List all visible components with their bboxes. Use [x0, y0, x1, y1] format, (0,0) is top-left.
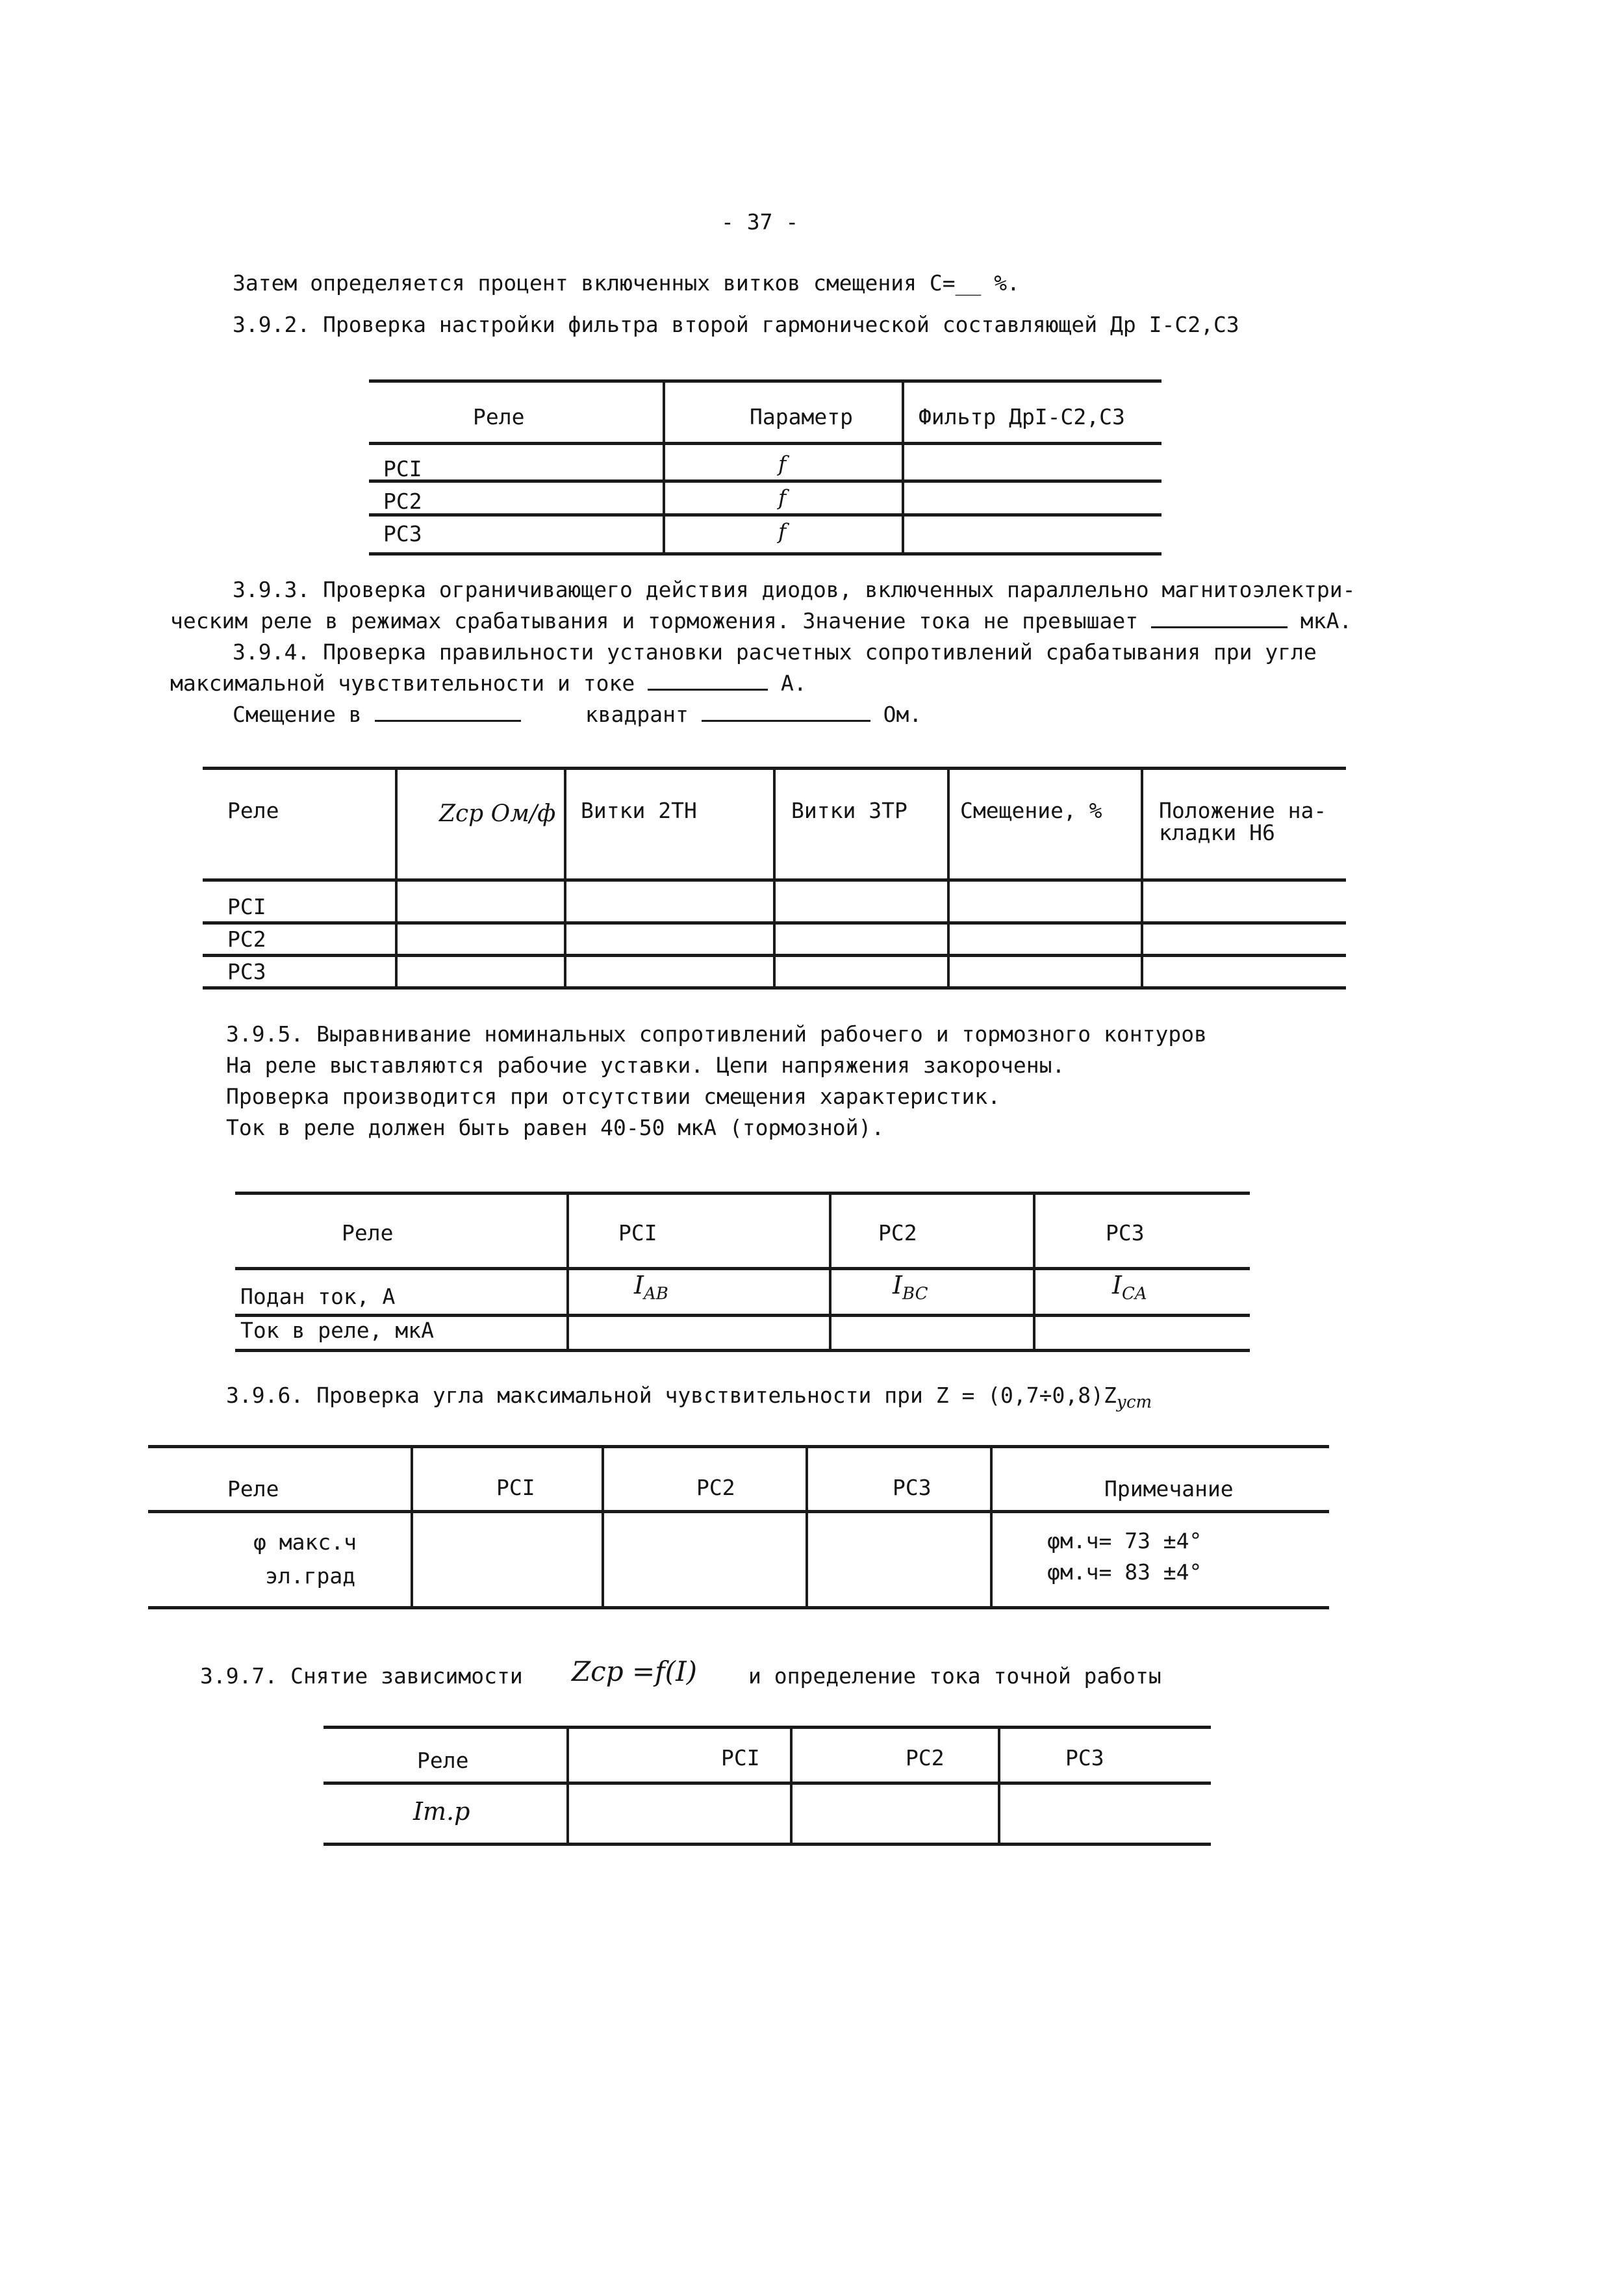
- accuracy-table-header-relay: Реле: [417, 1748, 469, 1773]
- angle-table-header-pc1: PCI: [496, 1475, 535, 1500]
- balancing-table-header-pc1: PCI: [618, 1220, 657, 1246]
- accuracy-current-label: Iт.р: [413, 1797, 470, 1826]
- balancing-table-row-relay-current: Ток в реле, мкА: [240, 1318, 435, 1343]
- offset-blank: [375, 700, 521, 722]
- section-3-9-3-text: ческим реле в режимах срабатывания и торможения. Значение тока не превышает: [170, 608, 1139, 633]
- unit-ohm: Ом.: [883, 702, 922, 727]
- unit-a: А.: [781, 671, 807, 696]
- resistance-table-row-relay: PC2: [227, 926, 266, 952]
- resistance-table-row-relay: PC3: [227, 959, 266, 984]
- angle-table-header-pc3: PC3: [893, 1475, 932, 1500]
- resistance-table-header-relay: Реле: [227, 798, 279, 823]
- section-3-9-7-heading: 3.9.7. Снятие зависимости: [200, 1663, 523, 1689]
- section-3-9-4-text: максимальной чувствительности и токе: [170, 671, 635, 696]
- current-blank: [1151, 607, 1288, 628]
- resistance-table-row-relay: PCI: [227, 894, 266, 919]
- section-3-9-5-line3: Проверка производится при отсутствии смещения характеристик.: [226, 1084, 1001, 1109]
- angle-table-row-unit: эл.град: [265, 1563, 356, 1589]
- resistance-table-header-turns-2tn: Витки 2ТН: [581, 798, 697, 823]
- balancing-table-header-pc3: PC3: [1106, 1220, 1145, 1246]
- filter-table-header-param: Параметр: [750, 404, 853, 429]
- filter-table-row-param: f: [778, 451, 787, 476]
- angle-table-header-note: Примечание: [1104, 1476, 1234, 1501]
- section-3-9-4-line2: [170, 668, 807, 699]
- current-blank: [648, 669, 768, 691]
- resistance-table-header-zsr: Zср Ом/ф: [439, 800, 556, 827]
- filter-table-row-relay: PC2: [383, 489, 422, 514]
- section-3-9-3-line2: [170, 606, 1352, 637]
- page-number: - 37 -: [721, 209, 799, 235]
- balancing-table-row-supplied-current: Подан ток, А: [240, 1284, 396, 1309]
- angle-table-header-pc2: PC2: [696, 1475, 735, 1500]
- resistance-table-header-offset: Смещение, %: [960, 798, 1102, 823]
- filter-table-row-relay: PCI: [383, 456, 422, 481]
- balancing-table-header-relay: Реле: [342, 1220, 394, 1246]
- current-iab: $I_{AB}$: [634, 1271, 668, 1304]
- intro-text: Затем определяется процент включенных витков смещения C=__ %.: [233, 270, 1020, 296]
- section-3-9-5-line2: На реле выставляются рабочие уставки. Цепи напряжения закорочены.: [226, 1053, 1065, 1078]
- filter-table-row-relay: PC3: [383, 521, 422, 546]
- offset-label: Смещение в: [233, 702, 362, 727]
- section-3-9-4-line3: [233, 699, 922, 730]
- filter-table-header-filter: Фильтр ДрI-С2,С3: [919, 404, 1125, 429]
- current-ica: $I_{CA}$: [1112, 1271, 1147, 1304]
- section-3-9-5-line4: Ток в реле должен быть равен 40-50 мкА (тормозной).: [226, 1115, 885, 1140]
- angle-note-83: φм.ч= 83 ±4°: [1047, 1559, 1202, 1585]
- angle-table-header-relay: Реле: [227, 1476, 279, 1501]
- current-ibc: $I_{BC}$: [893, 1271, 928, 1304]
- section-3-9-4-line1: 3.9.4. Проверка правильности установки расчетных сопротивлений срабатывания при угле: [233, 639, 1317, 665]
- balancing-table-header-pc2: PC2: [878, 1220, 917, 1246]
- resistance-table-header-position: Положение на-: [1159, 798, 1327, 823]
- angle-note-73: φм.ч= 73 ±4°: [1047, 1528, 1202, 1553]
- formula-zsr: Zср =f(I): [572, 1655, 698, 1687]
- unit-mka: мкА.: [1300, 608, 1352, 633]
- quadrant-label: квадрант: [585, 702, 689, 727]
- accuracy-table-header-pc3: PC3: [1065, 1745, 1104, 1770]
- filter-table-header-relay: Реле: [473, 404, 525, 429]
- resistance-table-header-turns-3tr: Витки 3ТР: [791, 798, 907, 823]
- quadrant-blank: [702, 700, 870, 722]
- section-3-9-5-line1: 3.9.5. Выравнивание номинальных сопротивлений рабочего и тормозного контуров: [226, 1021, 1207, 1047]
- section-3-9-7-tail: и определение тока точной работы: [748, 1663, 1161, 1689]
- section-3-9-3-line1: 3.9.3. Проверка ограничивающего действия диодов, включенных параллельно магнитоэлектри-: [233, 577, 1356, 602]
- section-3-9-2-heading: 3.9.2. Проверка настройки фильтра второй гармонической составляющей Др I-С2,С3: [233, 312, 1239, 337]
- filter-table-row-param: f: [778, 485, 787, 510]
- resistance-table-header-position-2: кладки Н6: [1159, 820, 1275, 845]
- section-3-9-6-heading: 3.9.6. Проверка угла максимальной чувствительности при $Z = (0,7\div 0,8)Z_{уст}$: [226, 1383, 1152, 1412]
- angle-table-row-label: φ макс.ч: [253, 1529, 357, 1555]
- accuracy-table-header-pc2: PC2: [906, 1745, 945, 1770]
- accuracy-table-header-pc1: PCI: [721, 1745, 760, 1770]
- filter-table-row-param: f: [778, 518, 787, 544]
